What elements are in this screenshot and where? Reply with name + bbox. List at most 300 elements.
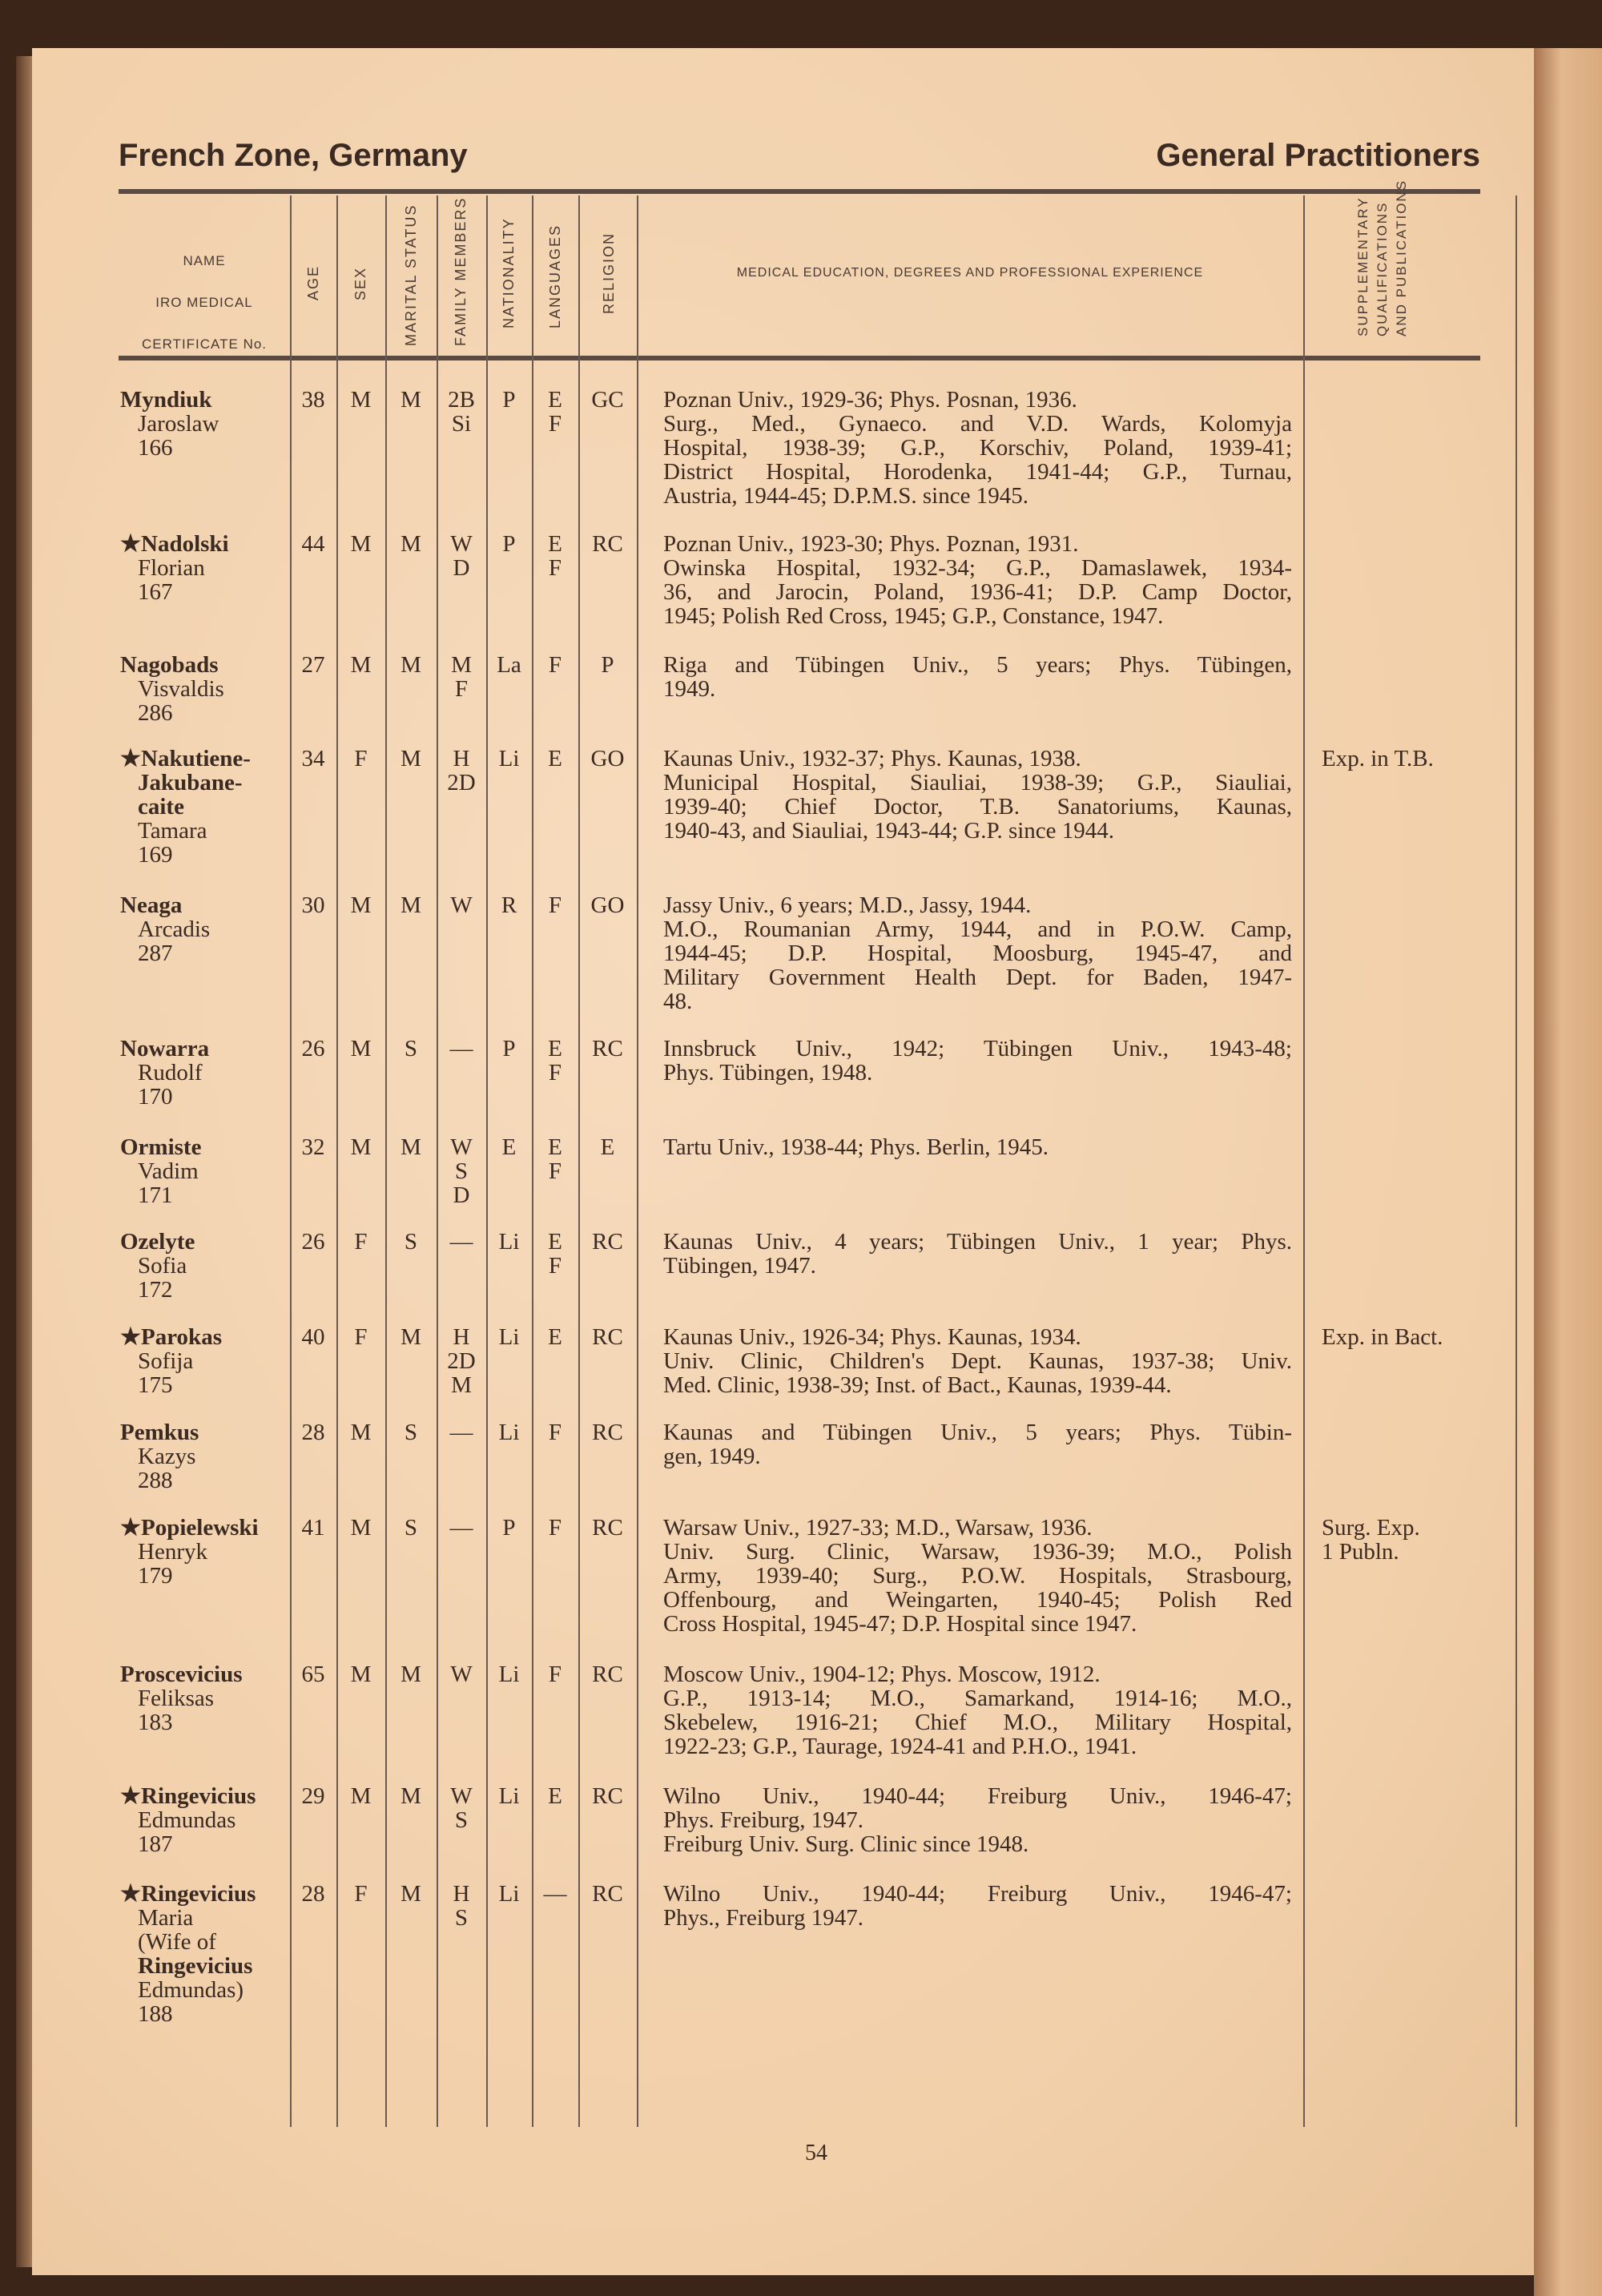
sex-cell: M xyxy=(350,1420,372,1445)
given-name: Kazys xyxy=(138,1444,196,1469)
education-line: Skebelew, 1916-21; Chief M.O., Military Hospital, xyxy=(663,1710,1292,1735)
age-cell: 26 xyxy=(301,1036,325,1061)
name-cell xyxy=(120,1882,290,2026)
column-divider xyxy=(336,195,338,2127)
languages-cell-value: E xyxy=(548,387,562,413)
languages-cell-value: F xyxy=(548,1253,562,1279)
given-name: Arcadis xyxy=(138,916,211,942)
supplementary-cell xyxy=(1322,747,1514,771)
marital-status-cell: M xyxy=(400,892,421,918)
family-members-cell-value: — xyxy=(449,1229,473,1255)
languages-cell-value: F xyxy=(548,892,562,918)
marital-status-cell: M xyxy=(400,1134,421,1160)
family-members-cell xyxy=(437,1784,486,1832)
certificate-number: 183 xyxy=(138,1710,173,1735)
religion-cell: RC xyxy=(592,1881,623,1907)
given-name: Sofija xyxy=(138,1348,194,1374)
education-line: G.P., 1913-14; M.O., Samarkand, 1914-16; M.O., xyxy=(663,1686,1292,1711)
education-line: Innsbruck Univ., 1942; Tübingen Univ., 1943-48; xyxy=(663,1036,1292,1061)
star-marker: ★ xyxy=(120,1783,141,1809)
education-line: 48. xyxy=(663,989,693,1014)
marital-status-cell: S xyxy=(404,1229,418,1255)
education-line: Poznan Univ., 1923-30; Phys. Poznan, 1931. xyxy=(663,531,1079,557)
star-marker: ★ xyxy=(120,746,141,771)
star-marker: ★ xyxy=(120,1881,141,1907)
religion-cell: RC xyxy=(592,1229,623,1255)
languages-cell-value: E xyxy=(548,1036,562,1061)
age-cell: 28 xyxy=(301,1881,325,1907)
education-line: Surg., Med., Gynaeco. and V.D. Wards, Kolomyja xyxy=(663,411,1292,437)
certificate-number: 167 xyxy=(138,579,173,605)
languages-cell xyxy=(532,747,578,771)
education-cell xyxy=(663,653,1292,701)
family-members-cell-value: H xyxy=(453,1881,470,1907)
education-line: 1945; Polish Red Cross, 1945; G.P., Constance, 1947. xyxy=(663,603,1164,629)
page-number: 54 xyxy=(805,2141,827,2165)
sex-cell: M xyxy=(350,531,372,557)
religion-cell: RC xyxy=(592,1662,623,1687)
religion-cell: E xyxy=(600,1134,615,1160)
age-cell: 29 xyxy=(301,1783,325,1809)
given-name: Jaroslaw xyxy=(138,411,219,437)
family-members-cell-value: S xyxy=(454,1158,469,1184)
languages-cell-value: F xyxy=(548,652,562,678)
education-line: gen, 1949. xyxy=(663,1444,761,1469)
nationality-cell: Li xyxy=(498,1662,520,1687)
languages-cell xyxy=(532,1516,578,1540)
education-line: Kaunas and Tübingen Univ., 5 years; Phys. Tübin- xyxy=(663,1420,1292,1445)
education-line: District Hospital, Horodenka, 1941-44; G.P., Turnau, xyxy=(663,459,1292,485)
star-marker: ★ xyxy=(120,1324,141,1350)
surname xyxy=(120,531,229,557)
zone-title: French Zone, Germany xyxy=(119,138,468,173)
surname xyxy=(120,1515,259,1541)
name-cell xyxy=(120,1784,290,1856)
languages-cell-value: F xyxy=(548,555,562,581)
religion-cell: RC xyxy=(592,1783,623,1809)
family-members-cell xyxy=(437,893,486,917)
family-members-cell-value: — xyxy=(449,1515,473,1541)
surname-text: Ringevicius xyxy=(141,1881,256,1907)
age-cell: 27 xyxy=(301,652,325,678)
supp-header-line: QUALIFICATIONS xyxy=(1375,201,1390,336)
certificate-number: 175 xyxy=(138,1372,173,1398)
given-name: caite xyxy=(138,794,184,820)
certificate-number: 170 xyxy=(138,1084,173,1110)
surname xyxy=(120,1783,256,1809)
column-header-supplementary xyxy=(1354,179,1411,336)
education-line: 1944-45; D.P. Hospital, Moosburg, 1945-47, and xyxy=(663,941,1292,966)
nationality-cell: P xyxy=(502,1515,516,1541)
education-line: 36, and Jarocin, Poland, 1936-41; D.P. Camp Doctor, xyxy=(663,579,1292,605)
given-name: Feliksas xyxy=(138,1686,215,1711)
nationality-cell: P xyxy=(502,1036,516,1061)
languages-cell-value: F xyxy=(548,1420,562,1445)
education-line: Moscow Univ., 1904-12; Phys. Moscow, 1912. xyxy=(663,1662,1101,1687)
column-header-languages: LANGUAGES xyxy=(547,224,563,328)
certificate-number: 187 xyxy=(138,1831,173,1857)
age-cell: 32 xyxy=(301,1134,325,1160)
name-cell xyxy=(120,1230,290,1302)
column-divider xyxy=(1303,195,1305,2127)
education-line: Med. Clinic, 1938-39; Inst. of Bact., Kaunas, 1939-44. xyxy=(663,1372,1172,1398)
supplementary-line: 1 Publn. xyxy=(1322,1539,1399,1565)
languages-cell-value: E xyxy=(548,1324,562,1350)
age-cell: 30 xyxy=(301,892,325,918)
surname xyxy=(120,1881,256,1907)
education-line: Offenbourg, and Weingarten, 1940-45; Polish Red xyxy=(663,1587,1292,1613)
family-members-cell-value: D xyxy=(453,1182,470,1208)
religion-cell: GO xyxy=(590,746,625,771)
surname-text: Ringevicius xyxy=(141,1783,256,1809)
education-cell xyxy=(663,1516,1292,1636)
given-name: Tamara xyxy=(138,818,207,844)
education-line: 1949. xyxy=(663,676,716,702)
family-members-cell-value: S xyxy=(454,1807,469,1833)
name-cell xyxy=(120,1325,290,1397)
sex-cell: M xyxy=(350,1036,372,1061)
religion-cell: GC xyxy=(591,387,624,413)
supplementary-line: Exp. in Bact. xyxy=(1322,1324,1443,1350)
surname-text: Myndiuk xyxy=(120,387,212,413)
surname xyxy=(120,892,182,918)
languages-cell-value: F xyxy=(548,1060,562,1086)
column-header-family-members: FAMILY MEMBERS xyxy=(453,196,469,346)
surname-text: Popielewski xyxy=(141,1515,259,1541)
supplementary-cell xyxy=(1322,1325,1514,1349)
languages-cell xyxy=(532,1325,578,1349)
family-members-cell-value: W xyxy=(450,892,473,918)
sex-cell: F xyxy=(354,1229,368,1255)
age-cell: 41 xyxy=(301,1515,325,1541)
family-members-cell-value: 2B xyxy=(448,387,475,413)
family-members-cell-value: H xyxy=(453,746,470,771)
family-members-cell-value: W xyxy=(450,531,473,557)
nationality-cell: La xyxy=(497,652,521,678)
religion-cell: RC xyxy=(592,1036,623,1061)
religion-cell: P xyxy=(601,652,614,678)
marital-status-cell: M xyxy=(400,1324,421,1350)
marital-status-cell: M xyxy=(400,1783,421,1809)
family-members-cell-value: W xyxy=(450,1134,473,1160)
column-header-education: MEDICAL EDUCATION, DEGREES AND PROFESSIONAL EXPERIENCE xyxy=(736,266,1204,280)
certificate-number: 286 xyxy=(138,700,173,726)
education-line: Phys., Freiburg 1947. xyxy=(663,1905,864,1931)
name-cell xyxy=(120,532,290,604)
education-line: Army, 1939-40; Surg., P.O.W. Hospitals, Strasbourg, xyxy=(663,1563,1292,1589)
education-line: Austria, 1944-45; D.P.M.S. since 1945. xyxy=(663,483,1028,509)
surname xyxy=(120,1324,222,1350)
education-line: Warsaw Univ., 1927-33; M.D., Warsaw, 1936. xyxy=(663,1515,1093,1541)
column-divider xyxy=(1515,195,1517,2127)
given-name: Sofia xyxy=(138,1253,187,1279)
given-name: (Wife of xyxy=(138,1929,216,1955)
age-cell: 40 xyxy=(301,1324,325,1350)
column-header-religion: RELIGION xyxy=(601,232,617,314)
marital-status-cell: S xyxy=(404,1515,418,1541)
given-name: Florian xyxy=(138,555,205,581)
sex-cell: M xyxy=(350,892,372,918)
education-line: Military Government Health Dept. for Baden, 1947- xyxy=(663,965,1292,990)
certificate-number: 287 xyxy=(138,941,173,966)
name-cell xyxy=(120,653,290,725)
surname xyxy=(120,1134,201,1160)
sex-cell: F xyxy=(354,1324,368,1350)
sex-cell: M xyxy=(350,387,372,413)
surname xyxy=(120,1036,209,1061)
given-name: Visvaldis xyxy=(138,676,224,702)
languages-cell-value: F xyxy=(548,1515,562,1541)
education-line: Phys. Tübingen, 1948. xyxy=(663,1060,873,1086)
family-members-cell-value: W xyxy=(450,1783,473,1809)
languages-cell xyxy=(532,1230,578,1278)
nationality-cell: E xyxy=(501,1134,517,1160)
sex-cell: M xyxy=(350,1515,372,1541)
religion-cell: RC xyxy=(592,531,623,557)
family-members-cell xyxy=(437,388,486,436)
surname-text: Proscevicius xyxy=(120,1662,243,1687)
surname xyxy=(120,652,219,678)
column-divider xyxy=(290,195,292,2127)
surname-text: Parokas xyxy=(141,1324,222,1350)
surname-text: Ozelyte xyxy=(120,1229,195,1255)
column-divider xyxy=(637,195,638,2127)
education-line: Riga and Tübingen Univ., 5 years; Phys. Tübingen, xyxy=(663,652,1292,678)
age-cell: 28 xyxy=(301,1420,325,1445)
languages-cell xyxy=(532,1882,578,1906)
languages-cell xyxy=(532,1784,578,1808)
surname xyxy=(120,1662,243,1687)
header-top-rule xyxy=(119,189,1480,194)
given-name: Jakubane- xyxy=(138,770,243,796)
religion-cell: RC xyxy=(592,1420,623,1445)
family-members-cell-value: D xyxy=(453,555,470,581)
languages-cell xyxy=(532,1662,578,1686)
age-cell: 34 xyxy=(301,746,325,771)
name-header-line: IRO MEDICAL xyxy=(155,295,253,310)
family-members-cell-value: — xyxy=(449,1420,473,1445)
education-line: Kaunas Univ., 1926-34; Phys. Kaunas, 1934. xyxy=(663,1324,1081,1350)
languages-cell xyxy=(532,388,578,436)
education-cell xyxy=(663,1882,1292,1930)
certificate-number: 171 xyxy=(138,1182,173,1208)
name-cell xyxy=(120,1037,290,1109)
surname-text: Nowarra xyxy=(120,1036,210,1061)
family-members-cell-value: H xyxy=(453,1324,470,1350)
given-name: Rudolf xyxy=(138,1060,203,1086)
family-members-cell xyxy=(437,1230,486,1254)
family-members-cell-value: F xyxy=(454,676,469,702)
education-line: Municipal Hospital, Siauliai, 1938-39; G.P., Siauliai, xyxy=(663,770,1292,796)
family-members-cell xyxy=(437,1135,486,1207)
family-members-cell xyxy=(437,1420,486,1444)
sex-cell: F xyxy=(354,746,368,771)
sex-cell: M xyxy=(350,652,372,678)
education-line: M.O., Roumanian Army, 1944, and in P.O.W. Camp, xyxy=(663,916,1292,942)
nationality-cell: Li xyxy=(498,746,520,771)
family-members-cell xyxy=(437,1037,486,1061)
religion-cell: RC xyxy=(592,1515,623,1541)
column-divider xyxy=(385,195,387,2127)
column-header-sex: SEX xyxy=(352,266,368,300)
languages-cell-value: — xyxy=(543,1881,567,1907)
languages-cell xyxy=(532,893,578,917)
marital-status-cell: S xyxy=(404,1420,418,1445)
education-line: Phys. Freiburg, 1947. xyxy=(663,1807,864,1833)
education-line: Hospital, 1938-39; G.P., Korschiv, Poland, 1939-41; xyxy=(663,435,1292,461)
column-header-nationality: NATIONALITY xyxy=(501,217,517,328)
given-name: Edmundas xyxy=(138,1807,236,1833)
name-cell xyxy=(120,893,290,965)
nationality-cell: Li xyxy=(498,1783,520,1809)
supplementary-line: Exp. in T.B. xyxy=(1322,746,1434,771)
sex-cell: M xyxy=(350,1662,372,1687)
certificate-number: 166 xyxy=(138,435,173,461)
education-cell xyxy=(663,1420,1292,1468)
surname-text: Nadolski xyxy=(141,531,229,557)
family-members-cell-value: W xyxy=(450,1662,473,1687)
sex-cell: F xyxy=(354,1881,368,1907)
star-marker: ★ xyxy=(120,1515,141,1541)
education-cell xyxy=(663,532,1292,628)
education-cell xyxy=(663,1325,1292,1397)
certificate-number: 188 xyxy=(138,2001,173,2027)
family-members-cell-value: Si xyxy=(451,411,472,437)
languages-cell xyxy=(532,532,578,580)
education-cell xyxy=(663,1662,1292,1758)
religion-cell: GO xyxy=(590,892,625,918)
column-divider xyxy=(486,195,488,2127)
supplementary-cell xyxy=(1322,1516,1514,1564)
given-name: Edmundas) xyxy=(138,1977,244,2003)
education-line: Wilno Univ., 1940-44; Freiburg Univ., 1946-47; xyxy=(663,1783,1292,1809)
education-line: Owinska Hospital, 1932-34; G.P., Damaslawek, 1934- xyxy=(663,555,1292,581)
family-members-cell xyxy=(437,1882,486,1930)
surname xyxy=(120,387,211,413)
star-marker: ★ xyxy=(120,531,141,557)
languages-cell-value: F xyxy=(548,411,562,437)
marital-status-cell: M xyxy=(400,531,421,557)
languages-cell-value: E xyxy=(548,1229,562,1255)
education-line: 1939-40; Chief Doctor, T.B. Sanatoriums, Kaunas, xyxy=(663,794,1292,820)
family-members-cell xyxy=(437,653,486,701)
family-members-cell-value: S xyxy=(454,1905,469,1931)
given-name: Vadim xyxy=(138,1158,199,1184)
sex-cell: M xyxy=(350,1783,372,1809)
given-name: Ringevicius xyxy=(138,1953,253,1979)
adjacent-page-edge xyxy=(1534,48,1602,2296)
marital-status-cell: M xyxy=(400,652,421,678)
languages-cell xyxy=(532,1037,578,1085)
name-cell xyxy=(120,747,290,867)
education-cell xyxy=(663,388,1292,508)
section-title: General Practitioners xyxy=(1156,138,1480,173)
education-line: Freiburg Univ. Surg. Clinic since 1948. xyxy=(663,1831,1029,1857)
surname xyxy=(120,746,251,771)
family-members-cell xyxy=(437,532,486,580)
nationality-cell: Li xyxy=(498,1324,520,1350)
education-cell xyxy=(663,1037,1292,1085)
family-members-cell xyxy=(437,1662,486,1686)
certificate-number: 288 xyxy=(138,1468,173,1493)
languages-cell xyxy=(532,653,578,677)
given-name: Henryk xyxy=(138,1539,207,1565)
marital-status-cell: M xyxy=(400,746,421,771)
family-members-cell xyxy=(437,1325,486,1397)
nationality-cell: P xyxy=(502,387,516,413)
education-line: Univ. Surg. Clinic, Warsaw, 1936-39; M.O., Polish xyxy=(663,1539,1292,1565)
education-line: Univ. Clinic, Children's Dept. Kaunas, 1937-38; Univ. xyxy=(663,1348,1292,1374)
education-line: Tübingen, 1947. xyxy=(663,1253,816,1279)
supplementary-line: Surg. Exp. xyxy=(1322,1515,1420,1541)
surname-text: Neaga xyxy=(120,892,183,918)
education-cell xyxy=(663,893,1292,1013)
education-cell xyxy=(663,1784,1292,1856)
education-cell xyxy=(663,1230,1292,1278)
name-cell xyxy=(120,1516,290,1588)
surname xyxy=(120,1229,195,1255)
education-line: Kaunas Univ., 1932-37; Phys. Kaunas, 1938. xyxy=(663,746,1081,771)
column-header-age: AGE xyxy=(305,264,321,300)
surname-text: Pemkus xyxy=(120,1420,199,1445)
languages-cell xyxy=(532,1135,578,1183)
supp-header-line: SUPPLEMENTARY xyxy=(1355,196,1371,336)
certificate-number: 172 xyxy=(138,1277,173,1303)
languages-cell-value: E xyxy=(548,1783,562,1809)
name-cell xyxy=(120,1420,290,1492)
column-header-marital-status: MARITAL STATUS xyxy=(403,203,419,346)
marital-status-cell: M xyxy=(400,387,421,413)
education-line: 1922-23; G.P., Taurage, 1924-41 and P.H.O., 1941. xyxy=(663,1734,1137,1759)
name-header-line: NAME xyxy=(183,253,226,268)
column-divider xyxy=(578,195,580,2127)
education-cell xyxy=(663,747,1292,843)
header-bottom-rule xyxy=(119,356,1480,361)
name-cell xyxy=(120,388,290,460)
languages-cell-value: F xyxy=(548,1662,562,1687)
education-line: Kaunas Univ., 4 years; Tübingen Univ., 1 year; Phys. xyxy=(663,1229,1292,1255)
name-cell xyxy=(120,1135,290,1207)
age-cell: 65 xyxy=(301,1662,325,1687)
nationality-cell: Li xyxy=(498,1881,520,1907)
given-name: Maria xyxy=(138,1905,194,1931)
supp-header-line: AND PUBLICATIONS xyxy=(1394,179,1409,336)
column-header-name xyxy=(119,240,290,365)
languages-cell-value: F xyxy=(548,1158,562,1184)
family-members-cell-value: — xyxy=(449,1036,473,1061)
family-members-cell-value: M xyxy=(451,1372,472,1398)
languages-cell xyxy=(532,1420,578,1444)
education-line: Cross Hospital, 1945-47; D.P. Hospital since 1947. xyxy=(663,1611,1137,1637)
name-cell xyxy=(120,1662,290,1734)
nationality-cell: R xyxy=(501,892,517,918)
certificate-number: 179 xyxy=(138,1563,173,1589)
nationality-cell: Li xyxy=(498,1420,520,1445)
education-line: 1940-43, and Siauliai, 1943-44; G.P. since 1944. xyxy=(663,818,1115,844)
education-line: Tartu Univ., 1938-44; Phys. Berlin, 1945. xyxy=(663,1134,1049,1160)
family-members-cell-value: M xyxy=(451,652,472,678)
languages-cell-value: E xyxy=(548,1134,562,1160)
family-members-cell xyxy=(437,747,486,795)
marital-status-cell: M xyxy=(400,1881,421,1907)
family-members-cell xyxy=(437,1516,486,1540)
age-cell: 26 xyxy=(301,1229,325,1255)
surname-text: Nagobads xyxy=(120,652,219,678)
surname-text: Nakutiene- xyxy=(141,746,251,771)
family-members-cell-value: 2D xyxy=(447,770,476,796)
languages-cell-value: E xyxy=(548,746,562,771)
languages-cell-value: E xyxy=(548,531,562,557)
